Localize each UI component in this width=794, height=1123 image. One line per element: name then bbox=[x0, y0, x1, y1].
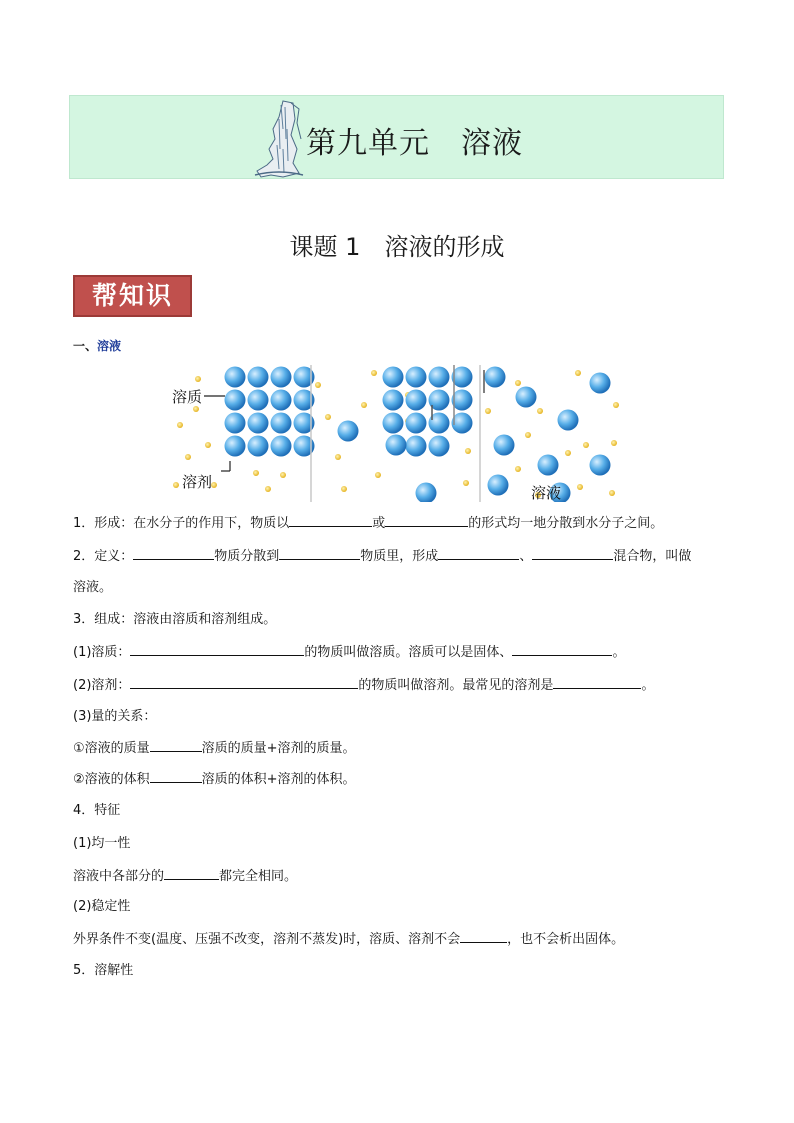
text: 溶质的质量+溶剂的质量。 bbox=[201, 741, 356, 756]
solute-particle bbox=[590, 455, 611, 476]
solute-particle bbox=[383, 367, 404, 388]
solvent-particle bbox=[265, 486, 271, 492]
label-solute: 溶质 bbox=[172, 388, 203, 406]
waterfall-icon bbox=[253, 99, 305, 179]
line-stability-desc bbox=[73, 930, 624, 949]
solvent-particle bbox=[361, 402, 367, 408]
text: (1)溶质： bbox=[73, 645, 131, 660]
solute-particle bbox=[590, 373, 611, 394]
lesson-title: 课题 1 溶液的形成 bbox=[289, 233, 505, 261]
text: 2．定义： bbox=[73, 549, 134, 564]
line-features: 4．特征 bbox=[73, 803, 121, 818]
blank[interactable] bbox=[385, 514, 468, 527]
text: 的物质叫做溶剂。最常见的溶剂是 bbox=[358, 678, 554, 693]
line-volume bbox=[73, 770, 356, 789]
blank[interactable] bbox=[289, 514, 372, 527]
blank[interactable] bbox=[164, 867, 219, 880]
text: 外界条件不变(温度、压强不改变，溶剂不蒸发)时，溶质、溶剂不会 bbox=[73, 932, 461, 947]
text: 混合物，叫做 bbox=[613, 549, 692, 564]
line-solubility: 5．溶解性 bbox=[73, 963, 134, 978]
section-heading bbox=[73, 337, 121, 354]
label-solvent: 溶剂 bbox=[182, 473, 213, 491]
section-number: 一、 bbox=[73, 339, 98, 353]
solute-particle bbox=[494, 435, 515, 456]
text: ①溶液的质量 bbox=[73, 741, 150, 756]
solute-particle bbox=[538, 455, 559, 476]
blank[interactable] bbox=[532, 547, 613, 560]
text: 、 bbox=[519, 549, 533, 564]
solvent-particle bbox=[609, 490, 615, 496]
solute-particle bbox=[271, 367, 292, 388]
solute-particle bbox=[485, 367, 506, 388]
blank[interactable] bbox=[438, 547, 519, 560]
blank[interactable] bbox=[130, 643, 304, 656]
line-composition: 3．组成：溶液由溶质和溶剂组成。 bbox=[73, 612, 277, 627]
text: (2)溶剂： bbox=[73, 678, 131, 693]
solvent-particle bbox=[195, 376, 201, 382]
text: 的物质叫做溶质。溶质可以是固体、 bbox=[304, 645, 513, 660]
solute-particle bbox=[225, 367, 246, 388]
line-definition-end: 溶液。 bbox=[73, 580, 113, 595]
solute-particle bbox=[386, 435, 407, 456]
blank[interactable] bbox=[512, 643, 612, 656]
line-quantity: (3)量的关系： bbox=[73, 709, 157, 724]
blank[interactable] bbox=[133, 547, 214, 560]
blank[interactable] bbox=[553, 676, 641, 689]
text: 的形式均一地分散到水分子之间。 bbox=[468, 516, 664, 531]
solvent-particle bbox=[253, 470, 259, 476]
solute-particle bbox=[406, 413, 427, 434]
solvent-particle bbox=[575, 370, 581, 376]
text: ②溶液的体积 bbox=[73, 772, 150, 787]
solvent-particle bbox=[583, 442, 589, 448]
solvent-particle bbox=[515, 466, 521, 472]
text: 都完全相同。 bbox=[219, 869, 298, 884]
solvent-particle bbox=[565, 450, 571, 456]
solvent-particle bbox=[341, 486, 347, 492]
solute-particle bbox=[248, 390, 269, 411]
solute-particle bbox=[406, 367, 427, 388]
solute-particle bbox=[429, 436, 450, 457]
unit-title: 第九单元 溶液 bbox=[306, 126, 523, 161]
solvent-particle bbox=[185, 454, 191, 460]
text: 溶质的体积+溶剂的体积。 bbox=[201, 772, 356, 787]
solute-particle bbox=[406, 436, 427, 457]
section-name: 溶液 bbox=[97, 339, 122, 353]
line-formation bbox=[73, 514, 663, 533]
solvent-particle bbox=[205, 442, 211, 448]
solute-particle bbox=[271, 436, 292, 457]
solvent-particle bbox=[335, 454, 341, 460]
solute-particle bbox=[271, 390, 292, 411]
solvent-particle bbox=[611, 440, 617, 446]
section-tag: 帮知识 bbox=[73, 275, 192, 317]
solvent-particle bbox=[375, 472, 381, 478]
solute-particle bbox=[429, 367, 450, 388]
blank[interactable] bbox=[460, 930, 507, 943]
solute-particle bbox=[225, 413, 246, 434]
solvent-particle bbox=[577, 484, 583, 490]
solvent-particle bbox=[280, 472, 286, 478]
line-solute bbox=[73, 643, 625, 662]
solute-particle bbox=[516, 387, 537, 408]
solute-particle bbox=[225, 436, 246, 457]
blank[interactable] bbox=[150, 770, 202, 783]
solute-particle bbox=[406, 390, 427, 411]
line-stability: (2)稳定性 bbox=[73, 899, 131, 914]
solute-particle bbox=[558, 410, 579, 431]
solute-particle bbox=[248, 436, 269, 457]
line-definition bbox=[73, 547, 691, 566]
solute-particle bbox=[248, 413, 269, 434]
solute-particle bbox=[271, 413, 292, 434]
solvent-particle bbox=[515, 380, 521, 386]
text: 溶液中各部分的 bbox=[73, 869, 165, 884]
solvent-particle bbox=[371, 370, 377, 376]
solvent-particle bbox=[193, 406, 199, 412]
solute-particle bbox=[488, 475, 509, 496]
solvent-particle bbox=[525, 432, 531, 438]
line-solvent bbox=[73, 676, 654, 695]
line-mass bbox=[73, 739, 356, 758]
text: 。 bbox=[641, 678, 655, 693]
solvent-particle bbox=[325, 414, 331, 420]
solvent-particle bbox=[173, 482, 179, 488]
line-uniformity: (1)均一性 bbox=[73, 836, 131, 851]
blank[interactable] bbox=[150, 739, 202, 752]
solvent-particle bbox=[537, 408, 543, 414]
solvent-particle bbox=[177, 422, 183, 428]
blank[interactable] bbox=[130, 676, 358, 689]
solvent-particle bbox=[485, 408, 491, 414]
blank[interactable] bbox=[279, 547, 360, 560]
solute-particle bbox=[248, 367, 269, 388]
dissolution-figure bbox=[168, 365, 626, 502]
solute-particle bbox=[383, 413, 404, 434]
unit-banner bbox=[69, 95, 724, 179]
solvent-particle bbox=[315, 382, 321, 388]
solute-particle bbox=[383, 390, 404, 411]
text: 物质分散到 bbox=[214, 549, 280, 564]
text: 物质里，形成 bbox=[360, 549, 439, 564]
solute-particle bbox=[338, 421, 359, 442]
line-uniformity-desc bbox=[73, 867, 297, 886]
text: ，也不会析出固体。 bbox=[507, 932, 625, 947]
text: 。 bbox=[612, 645, 626, 660]
text: 1．形成：在水分子的作用下，物质以 bbox=[73, 516, 290, 531]
solvent-particle bbox=[465, 448, 471, 454]
text: 或 bbox=[372, 516, 386, 531]
solvent-particle bbox=[463, 480, 469, 486]
label-solution: 溶液 bbox=[531, 484, 562, 502]
solvent-particle bbox=[613, 402, 619, 408]
solute-particle bbox=[225, 390, 246, 411]
